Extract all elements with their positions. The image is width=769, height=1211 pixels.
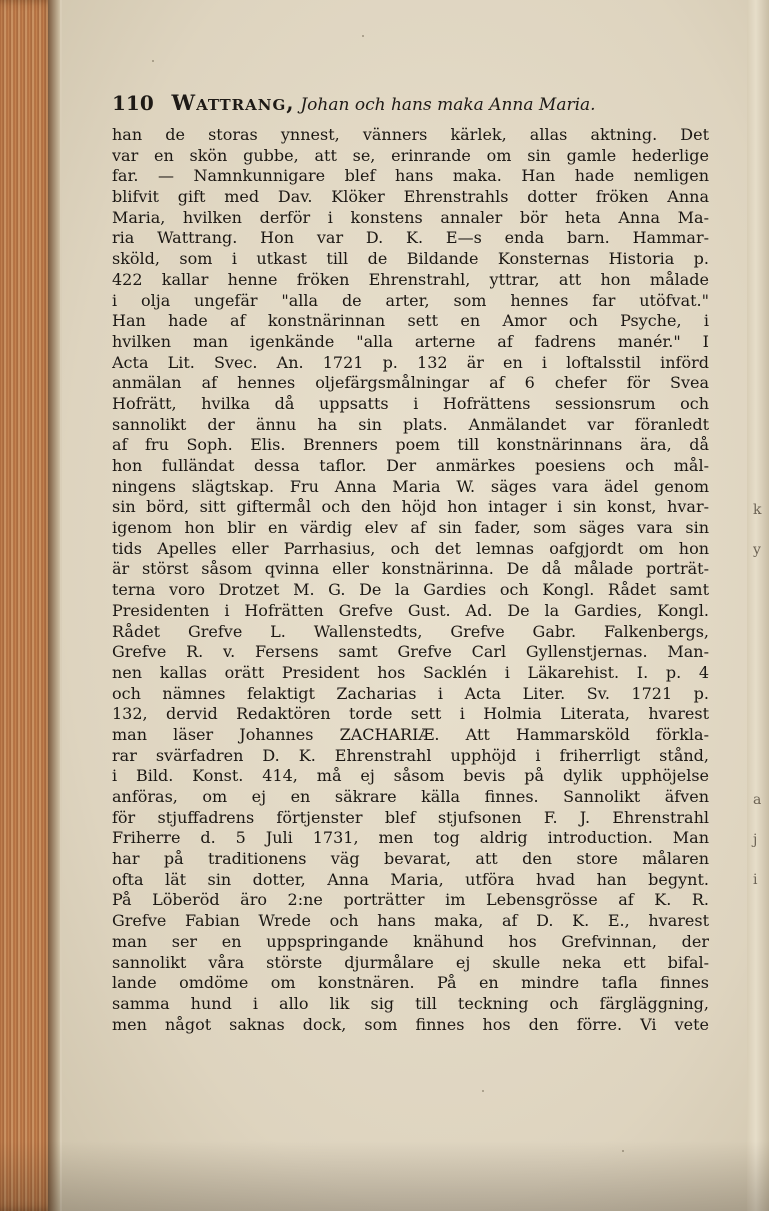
text-line: och nämnes felaktigt Zacharias i Acta Liter. Sv. 1721 p. [112, 683, 709, 703]
margin-fragment: k [753, 502, 762, 518]
text-line: är störst såsom qvinna eller konstnärinna. De då målade porträt- [112, 559, 709, 579]
text-line: far. — Namnkunnigare blef hans maka. Han hade nemligen [112, 166, 709, 186]
text-line: nen kallas orätt President hos Sacklén i Läkarehist. I. p. 4 [112, 662, 709, 682]
page-number: 110 [112, 91, 154, 115]
text-line: han de storas ynnest, vänners kärlek, allas aktning. Det [112, 125, 709, 144]
body-text [112, 125, 709, 1035]
text-line: 422 kallar henne fröken Ehrenstrahl, yttrar, att hon målade [112, 269, 709, 289]
text-line: ningens slägtskap. Fru Anna Maria W. säges vara ädel genom [112, 476, 709, 496]
text-line: sannolikt våra störste djurmålare ej skulle neka ett bifal- [112, 952, 709, 972]
margin-fragment: y [753, 542, 761, 558]
text-line: men något saknas dock, som finnes hos den förre. Vi vete [112, 1014, 709, 1034]
paper-speck [482, 1090, 484, 1092]
paper-speck [152, 60, 154, 62]
text-line: Maria, hvilken derför i konstens annaler bör heta Anna Ma- [112, 207, 709, 227]
running-head-title: Johan och hans maka Anna Maria. [300, 95, 596, 115]
text-line: hon fulländat dessa taflor. Der anmärkes poesiens och mål- [112, 456, 709, 475]
running-header [112, 90, 596, 115]
text-line: På Löberöd äro 2:ne porträtter im Lebensgrösse af K. R. [112, 890, 709, 910]
text-line: anmälan af hennes oljefärgsmålningar af 6 chefer för Svea [112, 373, 709, 393]
text-line: Presidenten i Hofrätten Grefve Gust. Ad. De la Gardies, Kongl. [112, 600, 709, 620]
text-line: 132, dervid Redaktören torde sett i Holmia Literata, hvarest [112, 704, 709, 724]
text-line: sin börd, sitt giftermål och den höjd hon intager i sin konst, hvar- [112, 497, 709, 517]
text-line: ria Wattrang. Hon var D. K. E—s enda barn. Hammar- [112, 228, 709, 248]
bottom-shadow [0, 1141, 769, 1211]
text-line: var en skön gubbe, att se, erinrande om sin gamle hederlige [112, 145, 709, 165]
text-line: lande omdöme om konstnären. På en mindre tafla finnes [112, 973, 709, 993]
text-line: ofta lät sin dotter, Anna Maria, utföra hvad han begynt. [112, 869, 709, 889]
text-line: blifvit gift med Dav. Klöker Ehrenstrahls dotter fröken Anna [112, 187, 709, 207]
text-line: Acta Lit. Svec. An. 1721 p. 132 är en i loftalsstil införd [112, 352, 709, 372]
text-line: i olja ungefär "alla de arter, som hennes far utöfvat." [112, 290, 709, 310]
text-line: man läser Johannes ZACHARIÆ. Att Hammarsköld förkla- [112, 724, 709, 744]
text-line: igenom hon blir en värdig elev af sin fader, som säges vara sin [112, 518, 709, 538]
margin-fragment: j [753, 832, 758, 848]
paper-speck [362, 35, 364, 37]
text-line: Han hade af konstnärinnan sett en Amor och Psyche, i [112, 311, 709, 331]
text-line: Grefve R. v. Fersens samt Grefve Carl Gyllenstjernas. Man- [112, 642, 709, 662]
text-line: man ser en uppspringande knähund hos Grefvinnan, der [112, 931, 709, 951]
text-line: Friherre d. 5 Juli 1731, men tog aldrig introduction. Man [112, 828, 709, 848]
text-line: för stjuffadrens förtjenster blef stjufsonen F. J. Ehrenstrahl [112, 807, 709, 827]
margin-fragment: i [753, 872, 758, 888]
text-line: samma hund i allo lik sig till teckning och färgläggning, [112, 993, 709, 1013]
text-line: anföras, om ej en säkrare källa finnes. Sannolikt äfven [112, 787, 709, 806]
text-line: af fru Soph. Elis. Brenners poem till konstnärinnans ära, då [112, 435, 709, 455]
text-line: sköld, som i utkast till de Bildande Konsternas Historia p. [112, 249, 709, 269]
text-line: i Bild. Konst. 414, må ej såsom bevis på dylik upphöjelse [112, 766, 709, 786]
margin-fragment: a [753, 792, 762, 808]
text-line: terna voro Drotzet M. G. De la Gardies och Kongl. Rådet samt [112, 580, 709, 600]
text-line: rar svärfadren D. K. Ehrenstrahl upphöjd i friherrligt stånd, [112, 745, 709, 765]
running-head-author: Wattrang, [171, 90, 295, 115]
text-line: sannolikt der ännu ha sin plats. Anmälandet var föranledt [112, 414, 709, 434]
text-line: Grefve Fabian Wrede och hans maka, af D. K. E., hvarest [112, 911, 709, 931]
text-line: har på traditionens väg bevarat, att den store målaren [112, 849, 709, 869]
facing-page-text-fragments [753, 500, 767, 910]
text-line: Hofrätt, hvilka då uppsatts i Hofrättens sessionsrum och [112, 393, 709, 413]
text-line: hvilken man igenkände "alla arterne af fadrens manér." I [112, 331, 709, 351]
book-gutter-shadow [48, 0, 60, 1211]
text-line: tids Apelles eller Parrhasius, och det lemnas oafgjordt om hon [112, 538, 709, 558]
text-line: Rådet Grefve L. Wallenstedts, Grefve Gabr. Falkenbergs, [112, 621, 709, 641]
